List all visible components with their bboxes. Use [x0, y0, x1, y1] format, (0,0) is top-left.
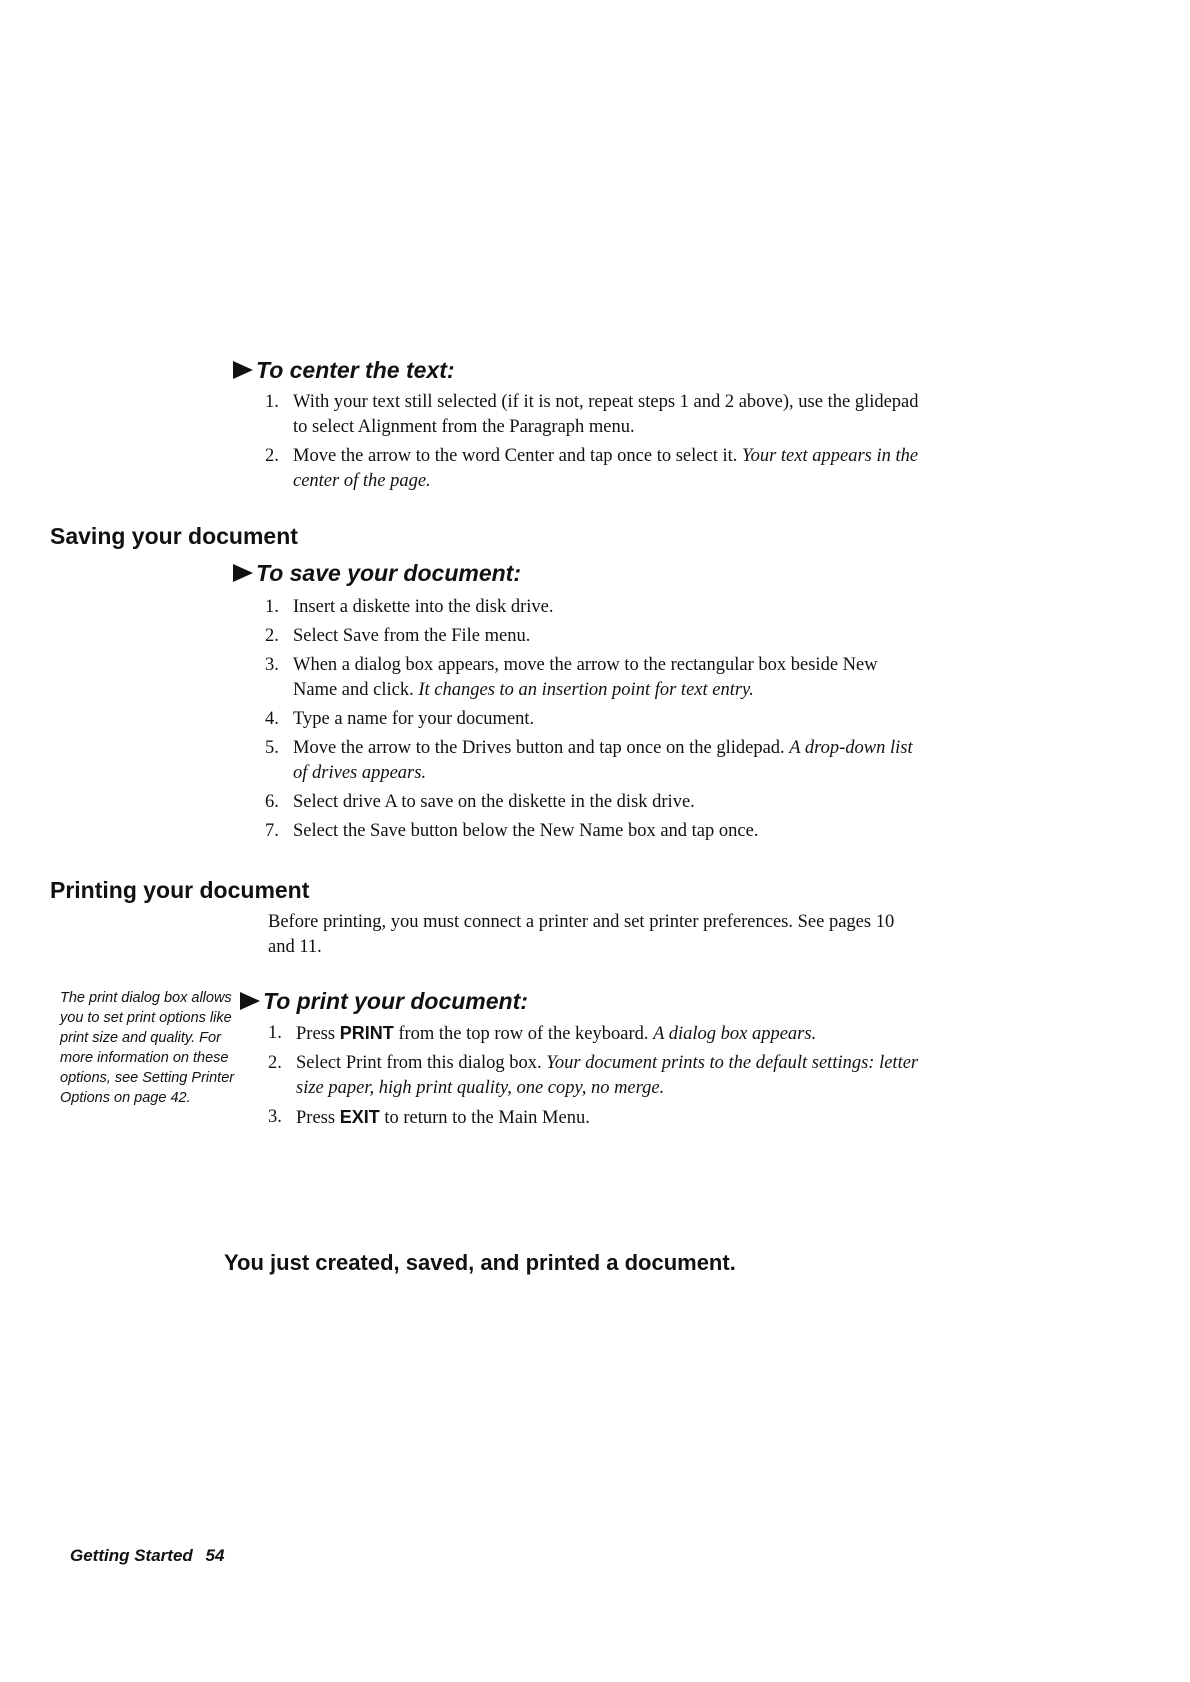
- list-item: 4. Type a name for your document.: [265, 709, 535, 729]
- list-item: 6. Select drive A to save on the diskette in the disk drive.: [265, 792, 695, 812]
- saving-section-heading: Saving your document: [50, 523, 298, 549]
- list-item: 1. Insert a diskette into the disk drive.: [265, 597, 554, 617]
- print-key: PRINT: [339, 1023, 394, 1043]
- exit-key: EXIT: [339, 1107, 380, 1127]
- list-item: 2. Select Save from the File menu.: [265, 626, 531, 646]
- list-item: 1. Press PRINT from the top row of the keyboard. A dialog box appears.: [268, 1023, 817, 1044]
- print-document-steps: [268, 1021, 928, 1135]
- print-document-heading: To print your document:: [240, 988, 528, 1015]
- save-document-heading: To save your document:: [233, 560, 521, 587]
- list-item: 3. Press EXIT to return to the Main Menu.: [268, 1107, 590, 1128]
- arrow-icon: [233, 361, 253, 379]
- list-item: 3. When a dialog box appears, move the arrow to the rectangular box beside New Name and click. It changes to an insertion point for text entry.: [265, 655, 878, 700]
- page-footer: [70, 1546, 224, 1566]
- footer-label: Getting Started: [70, 1546, 193, 1565]
- list-item: 5. Move the arrow to the Drives button and tap once on the glidepad. A drop-down list of drives appears.: [265, 738, 913, 783]
- closing-statement: You just created, saved, and printed a document.: [224, 1250, 736, 1275]
- save-document-steps: [265, 595, 925, 848]
- list-item: 1. With your text still selected (if it is not, repeat steps 1 and 2 above), use the glidepad to select Alignment from the Paragraph menu.: [265, 392, 919, 437]
- list-item: 7. Select the Save button below the New Name box and tap once.: [265, 821, 759, 841]
- center-text-steps: [265, 390, 925, 498]
- print-sidenote: The print dialog box allows you to set print options like print size and quality. For more information on these options, see Setting Printer Options on page 42.: [60, 990, 235, 1106]
- list-item: 2. Select Print from this dialog box. Your document prints to the default settings: letter size paper, high print quality, one copy, no merge.: [268, 1053, 919, 1098]
- list-item: 2. Move the arrow to the word Center and tap once to select it. Your text appears in the center of the page.: [265, 446, 919, 491]
- center-text-heading: To center the text:: [233, 357, 455, 384]
- arrow-icon: [240, 992, 260, 1010]
- printing-intro: Before printing, you must connect a printer and set printer preferences. See pages 10 and 11.: [268, 912, 895, 957]
- printing-section-heading: Printing your document: [50, 877, 310, 903]
- arrow-icon: [233, 564, 253, 582]
- page-number: 54: [205, 1546, 225, 1565]
